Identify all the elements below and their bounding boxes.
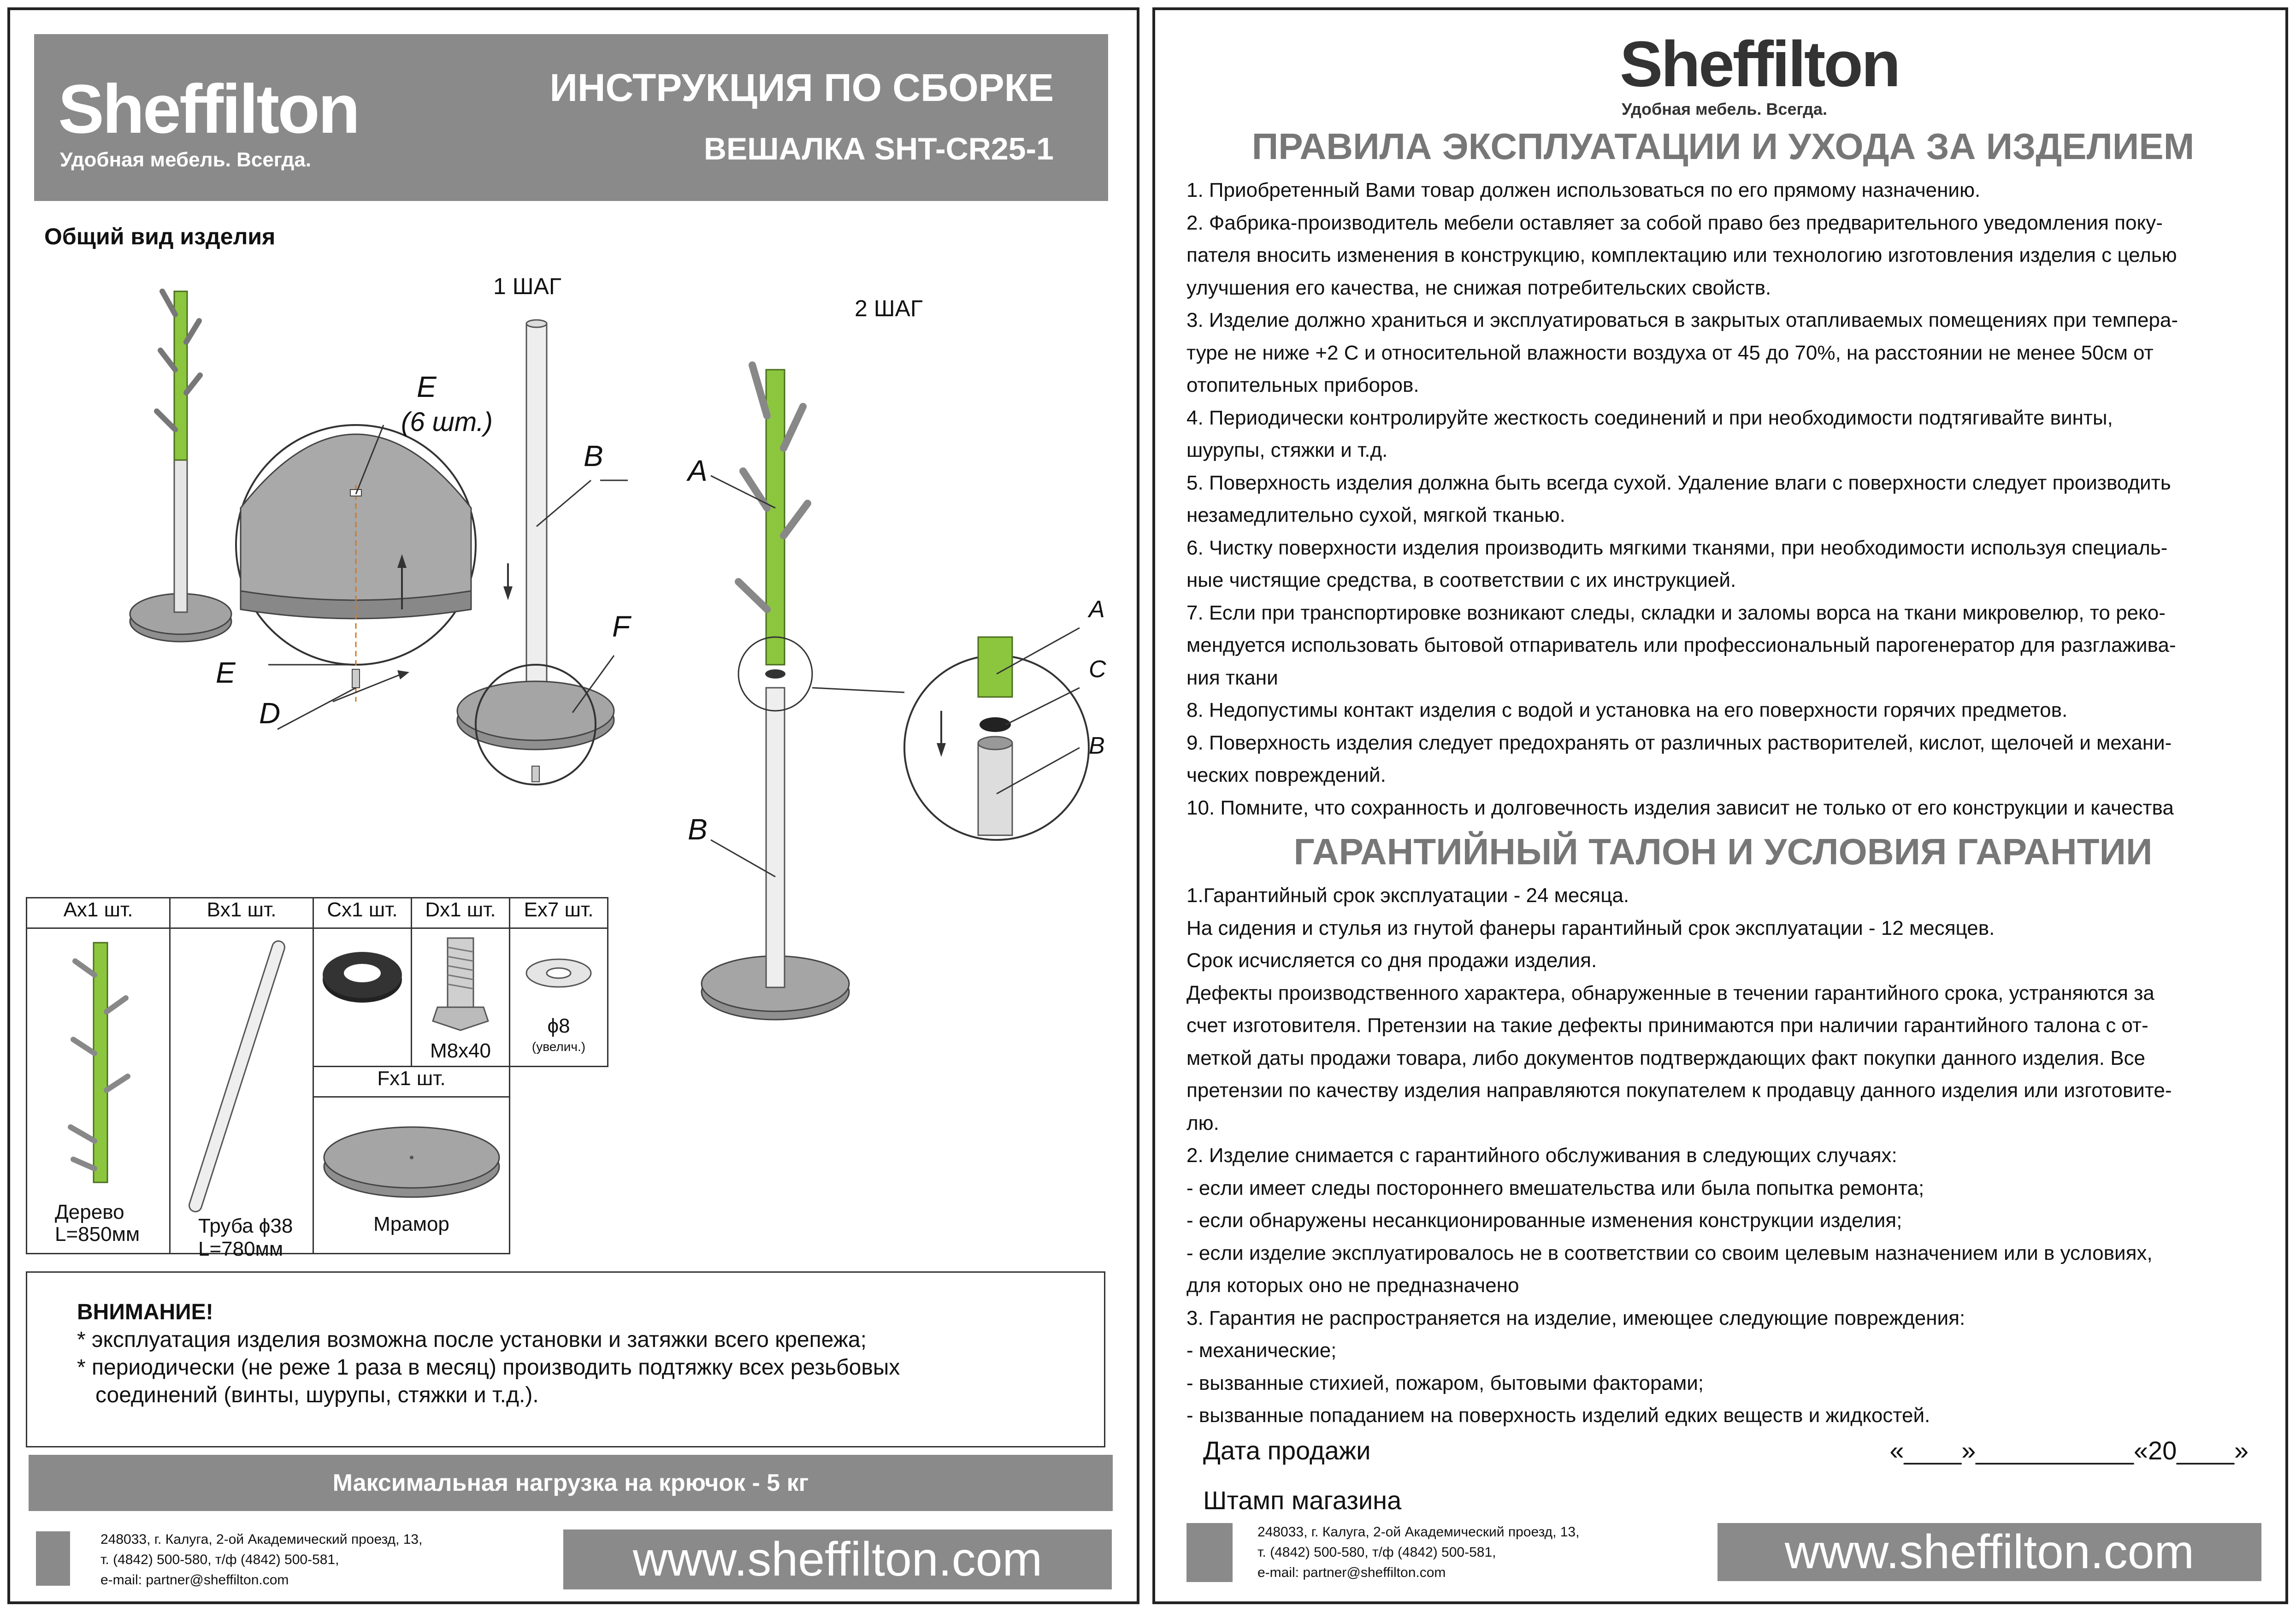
part-a-image <box>29 929 167 1187</box>
stamp-label: Штамп магазина <box>1203 1486 1402 1515</box>
max-load-text: Максимальная нагрузка на крючок - 5 кг <box>332 1470 809 1496</box>
part-b-caption-diameter: Труба ϕ38 <box>198 1215 293 1237</box>
rules-line-2: 2. Фабрика-производитель мебели оставляет за собой право без предварительного уведомления поку- <box>1186 211 2163 234</box>
footer-square-right <box>1186 1523 1233 1582</box>
rules-line-1: 1. Приобретенный Вами товар должен использоваться по его прямому назначению. <box>1186 179 1981 201</box>
max-load-band <box>29 1455 1113 1511</box>
part-c-cell <box>313 928 412 1067</box>
label-d: D <box>259 697 281 730</box>
detail-label-a: A <box>1089 596 1105 623</box>
part-d-header: Dx1 шт. <box>412 898 510 928</box>
footer-phone-line-right: т. (4842) 500-580, т/ф (4842) 500-581, <box>1257 1545 1496 1560</box>
header-band <box>34 34 1108 201</box>
warranty-line-8: лю. <box>1186 1111 1219 1134</box>
part-e-image <box>513 929 605 1003</box>
part-f-cell <box>313 1097 510 1254</box>
rules-line-6: туре не ниже +2 С и относительной влажности воздуха от 45 до 70%, на расстоянии не менее 50см от <box>1186 341 2154 364</box>
warranty-line-14: 3. Гарантия не распространяется на изделие, имеющее следующие повреждения: <box>1186 1306 1965 1329</box>
part-e-header: Ex7 шт. <box>510 898 608 928</box>
part-e-caption: ϕ8 <box>547 1015 570 1037</box>
warranty-title: ГАРАНТИЙНЫЙ ТАЛОН И УСЛОВИЯ ГАРАНТИИ <box>1293 831 2153 872</box>
brand-logo: Sheffilton <box>58 70 359 148</box>
label-e-top: E <box>417 370 437 403</box>
sale-date-field[interactable]: «____»___________«20____» <box>1889 1436 2249 1465</box>
rules-line-18: 9. Поверхность изделия следует предохранять от различных растворителей, кислот, щелочей и механи- <box>1186 731 2172 754</box>
part-b-cell <box>170 928 313 1260</box>
warranty-line-10: - если имеет следы постороннего вмешательства или была попытка ремонта; <box>1186 1176 1924 1199</box>
detail-label-b: B <box>1089 732 1105 759</box>
warranty-line-6: меткой даты продажи товара, либо документов подтверждающих факт покупки данного изделия. Все <box>1186 1046 2146 1069</box>
part-c-header: Cx1 шт. <box>313 898 412 928</box>
footer-address-right <box>1257 1522 1579 1583</box>
warranty-line-17: - вызванные попаданием на поверхность изделий едких веществ и жидкостей. <box>1186 1404 1930 1427</box>
warranty-line-11: - если обнаружены несанкционированные изменения конструкции изделия; <box>1186 1209 1902 1232</box>
rules-line-17: 8. Недопустимы контакт изделия с водой и установка на его поверхности горячих предметов. <box>1186 699 2068 721</box>
parts-table <box>26 897 608 1260</box>
footer-phone-line: т. (4842) 500-580, т/ф (4842) 500-581, <box>100 1552 339 1567</box>
part-a-caption-material: Дерево <box>55 1201 124 1223</box>
part-a-cell <box>27 928 170 1254</box>
warranty-line-9: 2. Изделие снимается с гарантийного обслуживания в следующих случаях: <box>1186 1144 1897 1167</box>
warranty-line-13: для которых оно не предназначено <box>1186 1274 1519 1297</box>
product-title: ВЕШАЛКА SHT-CR25-1 <box>703 131 1054 166</box>
brand-tagline: Удобная мебель. Всегда. <box>60 148 312 171</box>
part-f-image <box>315 1098 508 1208</box>
rules-title: ПРАВИЛА ЭКСПЛУАТАЦИИ И УХОДА ЗА ИЗДЕЛИЕМ <box>1251 126 2195 167</box>
general-view-heading: Общий вид изделия <box>44 224 276 249</box>
step1-label: 1 ШАГ <box>493 273 561 299</box>
rules-line-7: отопительных приборов. <box>1186 374 1419 396</box>
part-b-caption-length: L=780мм <box>198 1238 283 1260</box>
label-b: B <box>584 439 603 472</box>
rules-line-14: 7. Если при транспортировке возникают следы, складки и заломы ворса на ткани микровелюр, то реко- <box>1186 601 2166 624</box>
attention-line-3: соединений (винты, шурупы, стяжки и т.д.). <box>95 1383 539 1407</box>
footer-square <box>36 1531 70 1586</box>
step2-label: 2 ШАГ <box>855 295 923 321</box>
rules-line-11: незамедлительно сухой, мягкой тканью. <box>1186 504 1565 526</box>
part-b-image <box>172 929 311 1215</box>
part-f-caption: Мрамор <box>373 1213 449 1235</box>
part-a-header: Ax1 шт. <box>27 898 170 928</box>
rules-line-10: 5. Поверхность изделия должна быть всегда сухой. Удаление влаги с поверхности следует производить <box>1186 471 2171 494</box>
part-e-cell <box>510 928 608 1067</box>
footer-address-line-1: 248033, г. Калуга, 2-ой Академический проезд, 13, <box>100 1532 423 1547</box>
rules-line-15: мендуется использовать бытовой отпариватель или профессиональный парогенератор для разглажива- <box>1186 634 2176 656</box>
page-title: ИНСТРУКЦИЯ ПО СБОРКЕ <box>549 66 1054 109</box>
step1-drawing <box>185 305 646 812</box>
rules-warranty-page <box>1152 7 2288 1604</box>
rules-line-9: шурупы, стяжки и т.д. <box>1186 439 1388 461</box>
rules-line-5: 3. Изделие должно храниться и эксплуатироваться в закрытых отапливаемых помещениях при темпера- <box>1186 309 2178 331</box>
attention-title: ВНИМАНИЕ! <box>77 1300 213 1324</box>
warranty-line-5: счет изготовителя. Претензии на такие дефекты принимаются при наличии гарантийного талона с от- <box>1186 1014 2148 1037</box>
warranty-line-4: Дефекты производственного характера, обнаруженные в течении гарантийного срока, устраняются за <box>1186 981 2154 1004</box>
footer-email-line: e-mail: partner@sheffilton.com <box>100 1572 289 1588</box>
attention-box <box>26 1271 1105 1447</box>
warranty-line-2: На сидения и стулья из гнутой фанеры гарантийный срок эксплуатации - 12 месяцев. <box>1186 916 1995 939</box>
step2-drawing <box>665 342 1126 1043</box>
rules-line-4: улучшения его качества, не снижая потребительских свойств. <box>1186 276 1771 299</box>
warranty-list <box>1186 880 2265 1432</box>
label-f: F <box>612 610 631 643</box>
brand-logo-right: Sheffilton <box>1620 28 1899 100</box>
part-d-image <box>414 929 507 1039</box>
sale-date-label: Дата продажи <box>1203 1436 1371 1465</box>
part-d-cell <box>412 928 510 1067</box>
rules-line-3: пателя вносить изменения в конструкцию, комплектацию или технологию изготовления изделия с целью <box>1186 244 2177 266</box>
attention-line-2: * периодически (не реже 1 раза в месяц) производить подтяжку всех резьбовых <box>77 1355 900 1380</box>
warranty-line-3: Срок исчисляется со дня продажи изделия. <box>1186 949 1597 972</box>
label-e-bottom: E <box>216 656 236 689</box>
warranty-line-15: - механические; <box>1186 1339 1337 1362</box>
website-banner: www.sheffilton.com <box>563 1529 1112 1589</box>
rules-line-19: ческих повреждений. <box>1186 764 1386 786</box>
rules-line-12: 6. Чистку поверхности изделия производить мягкими тканями, при необходимости используя специаль- <box>1186 536 2168 559</box>
footer-address <box>100 1529 422 1590</box>
brand-tagline-right: Удобная мебель. Всегда. <box>1622 100 1827 118</box>
part-d-caption: M8x40 <box>430 1039 491 1062</box>
footer-email-line-right: e-mail: partner@sheffilton.com <box>1257 1565 1446 1580</box>
rules-line-8: 4. Периодически контролируйте жесткость соединений и при необходимости подтягивайте винты, <box>1186 406 2113 429</box>
label-b2: B <box>688 813 708 846</box>
rules-list <box>1186 174 2265 824</box>
part-c-image <box>316 929 408 1021</box>
website-banner-right: www.sheffilton.com <box>1718 1523 2261 1581</box>
footer-address-line-1-right: 248033, г. Калуга, 2-ой Академический проезд, 13, <box>1257 1524 1580 1540</box>
rules-line-20: 10. Помните, что сохранность и долговечность изделия зависит не только от его конструкции и качества <box>1186 796 2174 819</box>
rules-line-16: ния ткани <box>1186 666 1278 689</box>
label-e-count: (6 шт.) <box>401 407 493 437</box>
warranty-line-16: - вызванные стихией, пожаром, бытовыми факторами; <box>1186 1371 1704 1394</box>
part-b-header: Bx1 шт. <box>170 898 313 928</box>
detail-label-c: C <box>1089 656 1106 683</box>
warranty-line-1: 1.Гарантийный срок эксплуатации - 24 месяца. <box>1186 884 1629 907</box>
part-a-caption-length: L=850мм <box>55 1223 140 1246</box>
rules-line-13: ные чистящие средства, в соответствии с их инструкцией. <box>1186 569 1736 591</box>
part-e-note: (увелич.) <box>531 1039 586 1054</box>
warranty-line-7: претензии по качеству изделия направляются покупателем к продавцу данного изделия или изготовите- <box>1186 1079 2172 1102</box>
attention-line-1: * эксплуатация изделия возможна после установки и затяжки всего крепежа; <box>77 1328 867 1352</box>
warranty-line-12: - если изделие эксплуатировалось не в соответствии со своим целевым назначением или в условиях, <box>1186 1241 2153 1264</box>
instruction-page <box>7 7 1139 1604</box>
label-a: A <box>688 454 708 487</box>
part-f-header: Fx1 шт. <box>313 1067 510 1097</box>
